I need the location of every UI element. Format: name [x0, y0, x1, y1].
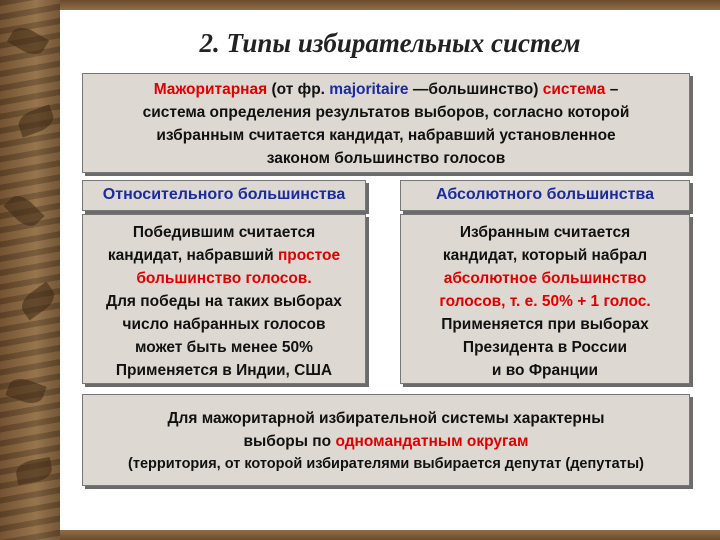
origin-word: majoritaire	[329, 81, 409, 98]
definition-line4: законом большинство голосов	[266, 150, 506, 167]
slide-title: 2. Типы избирательных систем	[199, 28, 581, 58]
definition-line3: избранным считается кандидат, набравший установленное	[156, 127, 616, 144]
slide	[60, 10, 720, 530]
definition-line2: система определения результатов выборов, согласно которой	[142, 104, 630, 121]
relative-majority-body: Победившим считается кандидат, набравший простое большинство голосов. Для победы на таких выборах число набранных голосов может быть менее 50% Применяется в Индии, США	[82, 214, 366, 384]
single-member-districts-box: Для мажоритарной избирательной системы характерны выборы по одномандатным округам (территория, от которой избирателями выбирается депутат (депутаты)	[82, 394, 690, 486]
decorative-border-left	[0, 0, 60, 540]
decorative-border-bottom	[60, 530, 720, 540]
definition-box	[82, 73, 690, 173]
absolute-majority-body: Избранным считается кандидат, который набрал абсолютное большинство голосов, т. е. 50% + 1 голос. Применяется при выборах Президента в России и во Франции	[400, 214, 690, 384]
relative-majority-header: Относительного большинства	[82, 180, 366, 211]
definition-line1: Мажоритарная (от фр. majoritaire —большинство) система –	[153, 81, 619, 98]
decorative-border-top	[60, 0, 720, 10]
definition-term: Мажоритарная	[153, 81, 268, 98]
absolute-majority-header: Абсолютного большинства	[400, 180, 690, 211]
